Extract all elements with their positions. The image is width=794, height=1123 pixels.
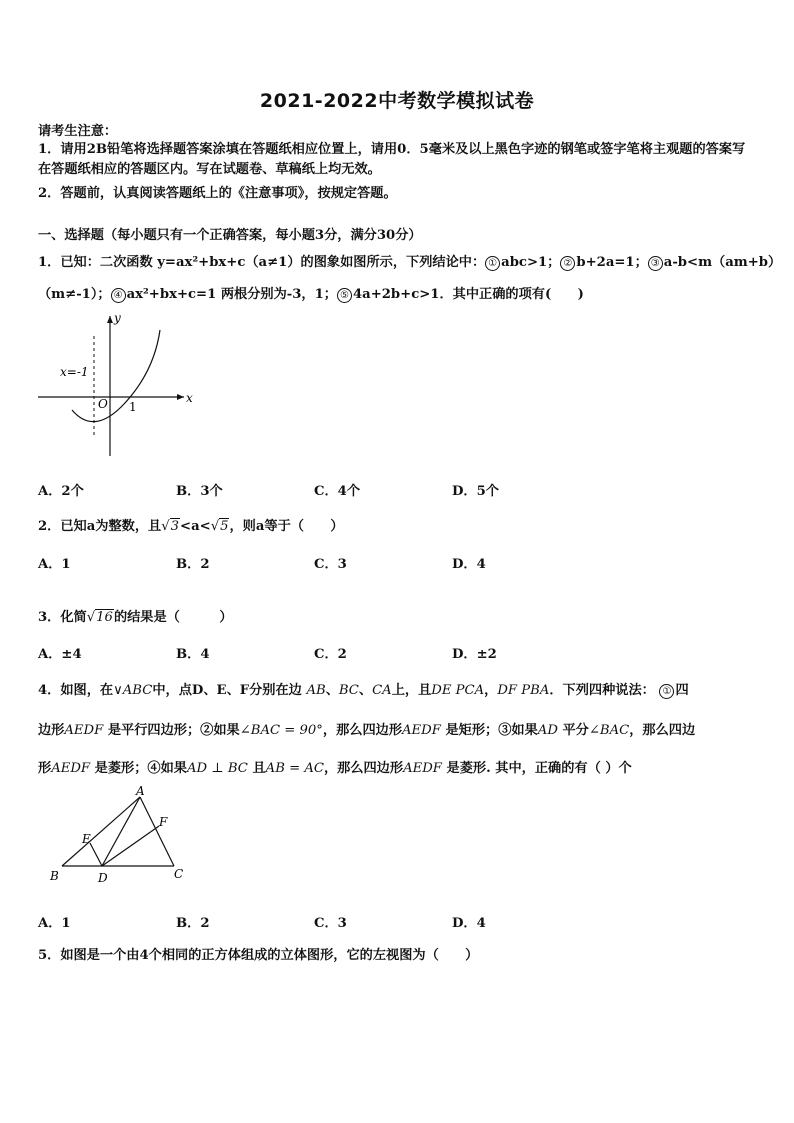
q4-text: 是平行四边形；②如果 xyxy=(107,723,240,738)
q1-statement-2: b+2a=1； xyxy=(576,255,648,270)
q4-label-f: F xyxy=(159,815,168,829)
q4-quad-aedf: AEDF xyxy=(402,723,441,738)
q4-text: 边形 xyxy=(38,723,65,738)
q1-statement-4: ax²+bx+c=1 两根分别为-3，1； xyxy=(126,287,337,302)
q4-quad-aedf: AEDF xyxy=(64,723,104,738)
q4-option-b: B．2 xyxy=(176,916,210,931)
q4-side-ca: CA xyxy=(372,683,392,698)
q2-text: 2．已知a为整数，且 xyxy=(38,519,162,534)
q1-stem-line1 xyxy=(38,251,781,271)
q3-text: 3．化简 xyxy=(38,610,87,625)
q3-option-b: B．4 xyxy=(176,647,210,662)
q5-stem: 5．如图是一个由4个相同的正方体组成的立体图形，它的左视图为（ ） xyxy=(38,948,479,963)
q1-statement-5: 4a+2b+c>1．其中正确的项有( ) xyxy=(352,287,584,302)
q1-graph-origin-label: O xyxy=(98,397,108,411)
q4-text: 平分 xyxy=(562,723,589,738)
q4-angle-bac: ∠BAC xyxy=(588,723,630,738)
q2-stem xyxy=(38,515,344,534)
q1-parabola-graph xyxy=(34,308,204,463)
q4-df-parallel-ba: DF PBA xyxy=(497,683,550,698)
q4-ab-eq-ac: AB = AC xyxy=(265,761,324,776)
q2-text-post: ，则a等于（ ） xyxy=(229,519,344,534)
q4-text: ，那么四边 xyxy=(629,723,696,738)
q4-label-d: D xyxy=(98,871,108,885)
q4-stem-line3 xyxy=(38,757,632,776)
q2-option-d: D．4 xyxy=(452,557,486,572)
q1-graph-axis-of-symmetry-label: x=-1 xyxy=(60,365,89,379)
q4-label-b: B xyxy=(50,869,59,883)
q1-circle-1: ① xyxy=(485,256,500,271)
q4-text: 中，点D、E、F分别在边 xyxy=(152,683,302,698)
q4-side-ab: AB xyxy=(306,683,326,698)
q4-quad-aedf: AEDF xyxy=(403,761,442,776)
q1-circle-4: ④ xyxy=(111,288,126,303)
page-title: 2021-2022中考数学模拟试卷 xyxy=(259,90,535,112)
q4-triangle-figure xyxy=(46,786,196,886)
q1-graph-y-label: y xyxy=(114,311,121,325)
q2-option-a: A．1 xyxy=(38,557,71,572)
q4-text: 是菱形. 其中，正确的有（ ）个 xyxy=(446,761,632,776)
q4-quad-aedf: AEDF xyxy=(51,761,91,776)
q2-radicand-5: 5 xyxy=(220,519,229,534)
q1-option-c: C．4个 xyxy=(314,484,361,499)
q4-triangle-abc: ∨ABC xyxy=(113,683,153,698)
q4-text: 是菱形；④如果 xyxy=(94,761,187,776)
q1-circle-3: ③ xyxy=(648,256,663,271)
q3-text-post: 的结果是（ ） xyxy=(113,610,233,625)
q3-sqrt-16: √16 xyxy=(86,610,113,625)
q1-option-a: A．2个 xyxy=(38,484,84,499)
q2-text-mid: <a< xyxy=(180,519,211,534)
q4-text: 且 xyxy=(252,761,266,776)
q2-option-b: B．2 xyxy=(176,557,210,572)
q4-ad-perp-bc: AD ⊥ BC xyxy=(186,761,248,776)
q1-statement-1: abc>1； xyxy=(501,255,561,270)
notice-item-1: 1．请用2B铅笔将选择题答案涂填在答题纸相应位置上，请用0．5毫米及以上黑色字迹的钢笔或签字笔将主观题的答案写在答题纸相应的答题区内。写在试题卷、草稿纸上均无效。 xyxy=(38,142,746,177)
q1-circle-2: ② xyxy=(560,256,575,271)
q4-text: ，那么四边形 xyxy=(322,723,403,738)
q4-segment-ad: AD xyxy=(537,723,558,738)
q4-stem-line1 xyxy=(38,679,689,699)
q1-option-d: D．5个 xyxy=(452,484,499,499)
q4-text: ．下列四种说法： xyxy=(549,683,655,698)
q4-text: ， xyxy=(484,683,498,698)
q4-label-a: A xyxy=(136,786,145,798)
q4-text: 形 xyxy=(38,761,52,776)
notice-item-2: 2．答题前，认真阅读答题纸上的《注意事项》，按规定答题。 xyxy=(38,186,397,201)
q3-radicand: 16 xyxy=(96,610,113,625)
q1-text: 1．已知：二次函数 y=ax²+bx+c（a≠1）的图象如图所示，下列结论中： xyxy=(38,255,486,270)
q1-stem-line2 xyxy=(38,283,584,303)
q4-label-c: C xyxy=(174,867,184,881)
q1-graph-one-label: 1 xyxy=(129,400,137,414)
q4-label-e: E xyxy=(82,832,91,846)
q1-option-b: B．3个 xyxy=(176,484,223,499)
q4-text: 是矩形；③如果 xyxy=(445,723,538,738)
q4-stem-line2 xyxy=(38,719,695,738)
q4-text: 四 xyxy=(675,683,689,698)
q4-text: 4．如图，在 xyxy=(38,683,114,698)
q1-statement-3: a-b<m（am+b） xyxy=(663,255,782,270)
q4-circle-1: ① xyxy=(659,684,674,699)
section-heading: 一、选择题（每小题只有一个正确答案，每小题3分，满分30分） xyxy=(38,228,422,243)
q4-text: 上，且 xyxy=(391,683,432,698)
q4-side-bc: BC xyxy=(338,683,359,698)
notice-heading: 请考生注意： xyxy=(38,124,118,139)
q1-circle-5: ⑤ xyxy=(337,288,352,303)
q2-option-c: C．3 xyxy=(314,557,347,572)
q4-de-parallel-ca: DE PCA xyxy=(431,683,485,698)
q2-sqrt-5: √5 xyxy=(210,519,229,534)
q3-stem xyxy=(38,606,233,625)
q3-option-d: D．±2 xyxy=(452,647,497,662)
q2-radicand-3: 3 xyxy=(170,519,180,534)
q1-text-2: （m≠-1）； xyxy=(38,287,111,302)
q4-option-c: C．3 xyxy=(314,916,347,931)
q4-option-d: D．4 xyxy=(452,916,486,931)
q4-text: 、 xyxy=(358,683,373,698)
q4-option-a: A．1 xyxy=(38,916,71,931)
q4-text: 、 xyxy=(325,683,339,698)
q4-angle-bac-90: ∠BAC = 90° xyxy=(239,723,323,738)
q3-option-a: A．±4 xyxy=(38,647,82,662)
q2-sqrt-3: √3 xyxy=(161,519,180,534)
q4-text: ，那么四边形 xyxy=(323,761,404,776)
q3-option-c: C．2 xyxy=(314,647,347,662)
q1-graph-x-label: x xyxy=(186,391,193,405)
